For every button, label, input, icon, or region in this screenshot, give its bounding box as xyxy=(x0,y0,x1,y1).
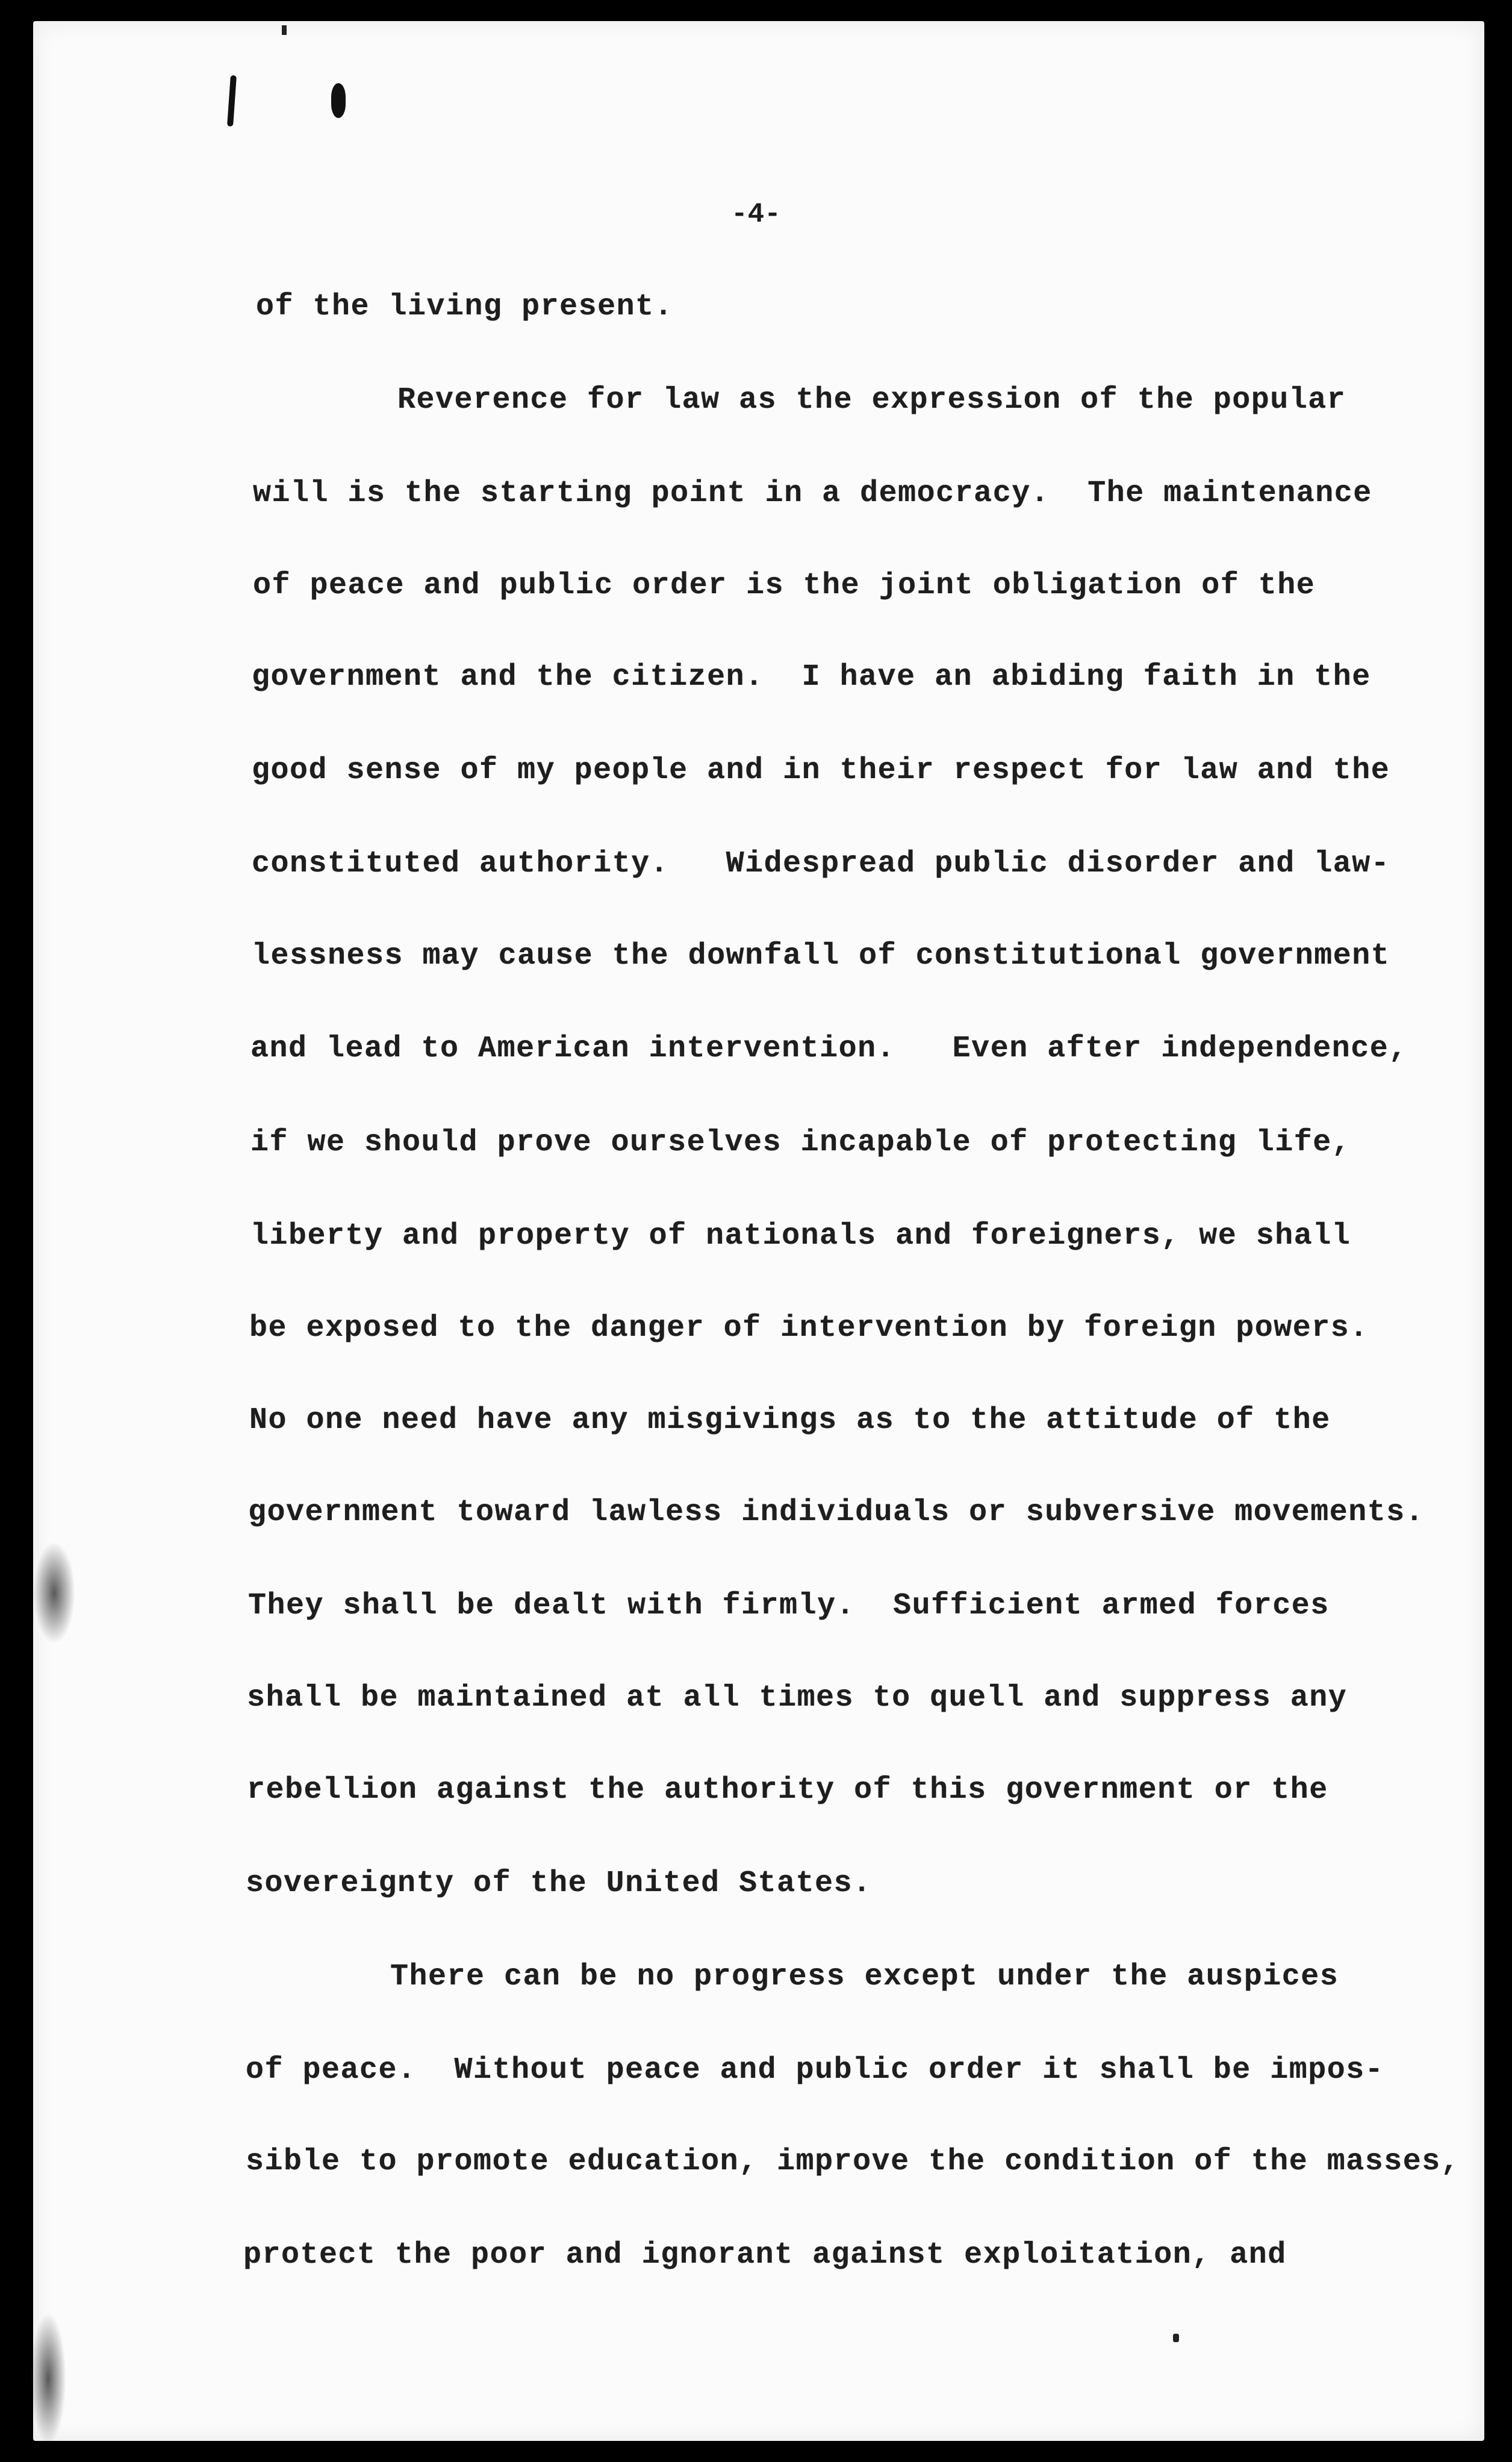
text-line: good sense of my people and in their respect for law and the xyxy=(252,753,1390,788)
text-line: Reverence for law as the expression of the popular xyxy=(397,383,1346,417)
left-margin-smudge xyxy=(33,1542,75,1644)
top-edge-mark xyxy=(282,25,287,35)
text-line: sovereignty of the United States. xyxy=(246,1866,872,1901)
text-line: rebellion against the authority of this government or the xyxy=(247,1773,1328,1807)
text-line: constituted authority. Widespread public disorder and law- xyxy=(252,847,1390,881)
text-line: and lead to American intervention. Even after independence, xyxy=(250,1032,1408,1066)
ink-blot-mark xyxy=(331,83,346,118)
page-number: -4- xyxy=(731,199,781,230)
text-line: No one need have any misgivings as to the attitude of the xyxy=(249,1403,1331,1438)
text-line: They shall be dealt with firmly. Sufficient armed forces xyxy=(248,1589,1330,1623)
text-line: of the living present. xyxy=(256,290,674,324)
text-line: shall be maintained at all times to quell and suppress any xyxy=(247,1681,1348,1715)
text-line: protect the poor and ignorant against exploitation, and xyxy=(243,2238,1287,2272)
text-line: government toward lawless individuals or subversive movements. xyxy=(248,1495,1425,1530)
text-line: if we should prove ourselves incapable of protecting life, xyxy=(250,1126,1351,1160)
text-line: There can be no progress except under the auspices xyxy=(390,1960,1339,1994)
text-line: government and the citizen. I have an abiding faith in the xyxy=(252,660,1371,694)
text-line: liberty and property of nationals and foreigners, we shall xyxy=(250,1219,1351,1253)
text-line: of peace and public order is the joint obligation of the xyxy=(253,569,1316,603)
text-line: will is the starting point in a democracy. The maintenance xyxy=(253,476,1372,511)
text-line: be exposed to the danger of intervention by foreign powers. xyxy=(249,1311,1369,1345)
text-line: sible to promote education, improve the condition of the masses, xyxy=(246,2145,1460,2179)
text-line: lessness may cause the downfall of constitutional government xyxy=(252,939,1390,973)
stray-ink-mark xyxy=(1173,2334,1179,2342)
text-line: of peace. Without peace and public order it shall be impos- xyxy=(246,2053,1384,2087)
bottom-left-smudge xyxy=(30,2313,66,2445)
